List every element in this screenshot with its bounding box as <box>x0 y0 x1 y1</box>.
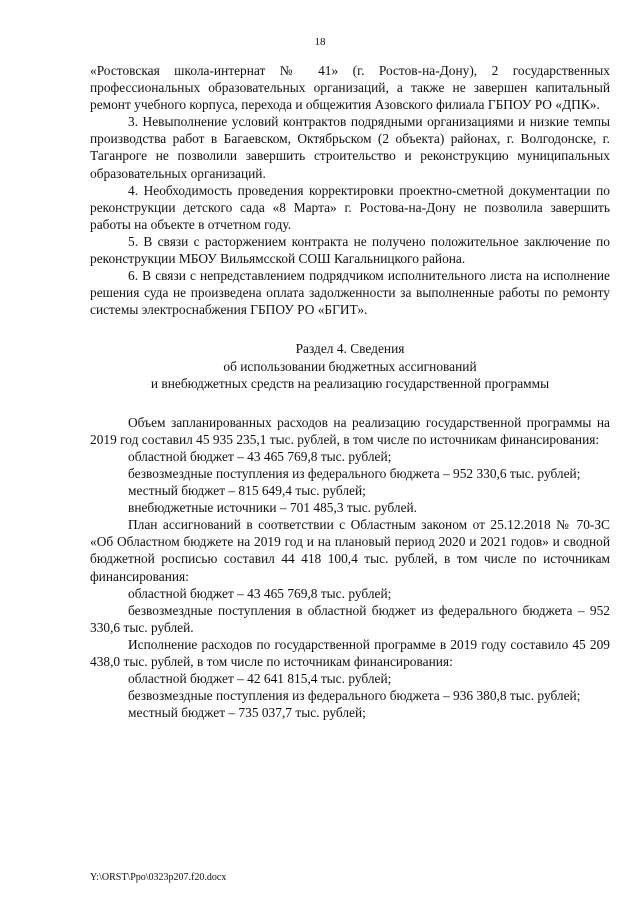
funding-line: безвозмездные поступления из федерального бюджета – 936 380,8 тыс. рублей; <box>128 688 581 704</box>
section-heading-line: и внебюджетных средств на реализацию государственной программы <box>150 375 550 391</box>
paragraph: План ассигнований в соответствии с Областным законом от 25.12.2018 № 70-ЗС «Об Областном бюджете на 2019 год и на плановый период 2020 и 2021 годов» и сводной бюджетной росписью составил 44 418 100,4 тыс. рублей, в том числе по источникам финансирования: <box>90 517 610 584</box>
paragraph: 6. В связи с непредставлением подрядчиком исполнительного листа на исполнение решения суда не произведена оплата задолженности за выполненные работы по ремонту системы электроснабжения ГБПОУ РО «БГИТ». <box>90 268 610 318</box>
funding-line: местный бюджет – 815 649,4 тыс. рублей; <box>128 483 366 499</box>
paragraph: 3. Невыполнение условий контрактов подрядными организациями и низкие темпы производства работ в Багаевском, Октябрьском (2 объекта) районах, г. Волгодонске, г. Таганроге не позволили завершить строительство и реконструкцию муниципальных образовательных организаций. <box>90 114 610 181</box>
funding-line: областной бюджет – 42 641 815,4 тыс. рублей; <box>128 671 392 687</box>
section-heading-line: Раздел 4. Сведения <box>295 341 405 357</box>
section-heading <box>90 340 610 391</box>
funding-line: безвозмездные поступления в областной бюджет из федерального бюджета – 952 330,6 тыс. рублей. <box>90 602 610 635</box>
funding-line: местный бюджет – 735 037,7 тыс. рублей; <box>128 705 366 721</box>
paragraph: Исполнение расходов по государственной программе в 2019 году составило 45 209 438,0 тыс. рублей, в том числе по источникам финансирования: <box>90 636 610 669</box>
footer-file-path: Y:\ORST\Ppo\0323p207.f20.docx <box>90 872 227 883</box>
paragraph: Объем запланированных расходов на реализацию государственной программы на 2019 год составил 45 935 235,1 тыс. рублей, в том числе по источникам финансирования: <box>90 414 610 447</box>
funding-line: внебюджетные источники – 701 485,3 тыс. рублей. <box>128 500 418 516</box>
funding-line: областной бюджет – 43 465 769,8 тыс. рублей; <box>128 585 392 601</box>
paragraph: 4. Необходимость проведения корректировки проектно-сметной документации по реконструкции детского сада «8 Марта» г. Ростова-на-Дону не позволила завершить работы на объекте в отчетном году. <box>90 182 610 232</box>
document-body <box>90 62 610 721</box>
page-number: 18 <box>314 36 326 48</box>
section-heading-line: об использовании бюджетных ассигнований <box>223 358 477 374</box>
paragraph: «Ростовская школа-интернат № 41» (г. Ростов-на-Дону), 2 государственных профессиональных образовательных организаций, а также не завершен капитальный ремонт учебного корпуса, перехода и общежития Азовского филиала ГБПОУ РО «ДПК». <box>90 63 610 113</box>
paragraph: 5. В связи с расторжением контракта не получено положительное заключение по реконструкции МБОУ Вильямсской СОШ Кагальницкого района. <box>90 233 610 267</box>
funding-line: областной бюджет – 43 465 769,8 тыс. рублей; <box>128 448 392 464</box>
funding-line: безвозмездные поступления из федерального бюджета – 952 330,6 тыс. рублей; <box>128 465 581 481</box>
